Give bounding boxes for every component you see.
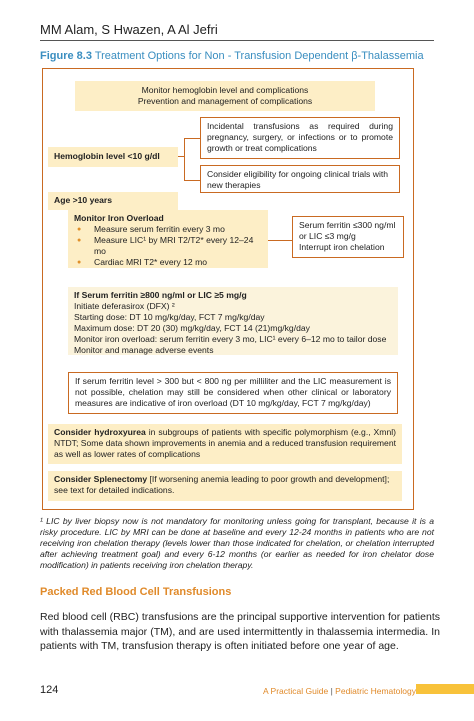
iron-item-ferritin: ● Measure serum ferritin every 3 mo	[74, 224, 262, 235]
splenectomy-bold: Consider Splenectomy	[54, 474, 148, 484]
chelation-line-2: Starting dose: DT 10 mg/kg/day, FCT 7 mg/kg/day	[74, 312, 265, 322]
clinical-trials-box: Consider eligibility for ongoing clinical trials with new therapies	[200, 165, 400, 193]
footer-book: Pediatric Hematology	[335, 686, 416, 696]
header-rule	[40, 40, 434, 41]
hydroxyurea-bold: Consider hydroxyurea	[54, 427, 146, 437]
interrupt-line-3: Interrupt iron chelation	[299, 242, 385, 252]
lic-note-box: If serum ferritin level > 300 but < 800 ng per milliliter and the LIC measurement is not possible, chelation may still be considered when other clinical or laboratory measures are indicative of iron overload (DT 10 mg/kg/day, FCT 7 mg/kg/day)	[68, 372, 398, 414]
incidental-transfusions-box: Incidental transfusions as required during pregnancy, surgery, or infections or to promote growth or treat complications	[200, 117, 400, 159]
iron-overload-list	[74, 224, 262, 268]
chelation-box	[68, 287, 398, 355]
monitor-line-2: Prevention and management of complications	[137, 96, 313, 106]
chelation-line-4: Monitor iron overload: serum ferritin every 3 mo, LIC¹ every 6–12 mo to tailor dose	[74, 334, 387, 344]
footnote: ¹ LIC by liver biopsy now is not mandatory for monitoring unless going for transplant, because it is a risky procedure. LIC by MRI can be done at baseline and every 12-24 months in patients who are not receiving iron chelation therapy (levels lower than those indicated for chelation, or chelation interrupted after achieving treatment goal) and every 6-12 months (or earlier as needed for iron chelator dose modification) in patients receiving iron chelation therapy.	[40, 516, 434, 570]
hemoglobin-level-box: Hemoglobin level <10 g/dl	[48, 147, 178, 167]
interrupt-line-1: Serum ferritin ≤300 ng/ml	[299, 220, 396, 230]
section-title: Packed Red Blood Cell Transfusions	[40, 586, 232, 598]
hb-arrow-up	[184, 138, 200, 139]
figure-title-text: Treatment Options for Non - Transfusion Dependent β-Thalassemia	[94, 50, 424, 62]
iron-item-cardiac: ● Cardiac MRI T2* every 12 mo	[74, 257, 262, 268]
interrupt-connector	[268, 240, 292, 241]
interrupt-chelation-box	[292, 216, 404, 258]
chelation-title: If Serum ferritin ≥800 ng/ml or LIC ≥5 mg/g	[74, 290, 247, 300]
monitor-line-1: Monitor hemoglobin level and complications	[141, 85, 309, 95]
header-authors: MM Alam, S Hwazen, A Al Jefri	[40, 22, 218, 37]
splenectomy-text: [If worsening anemia leading to poor growth and development]; see text for detailed indications.	[54, 474, 390, 495]
age-box: Age >10 years	[48, 192, 178, 210]
section-body: Red blood cell (RBC) transfusions are the principal supportive intervention for patients with thalassemia major (TM), and are used intermittently in thalassemia intermedia. In patients with TM, transfusion therapy is often initiated before one year of age.	[40, 611, 440, 652]
chelation-line-1: Initiate deferasirox (DFX) ²	[74, 301, 175, 311]
figure-label: Figure 8.3	[40, 50, 92, 62]
splenectomy-box	[48, 471, 402, 501]
monitor-complications-box	[75, 81, 375, 111]
footer-guide: A Practical Guide	[263, 686, 329, 696]
hydroxyurea-text: in subgroups of patients with specific polymorphism (e.g., Xmnl) NTDT; Some data shown improvements in anemia and a reduced transfusion requirement as well as lower rates of complications	[54, 427, 396, 459]
chelation-line-5: Monitor and manage adverse events	[74, 345, 214, 355]
hb-arrow-down	[184, 180, 200, 181]
page-number: 124	[40, 684, 59, 696]
footer-accent-bar	[416, 684, 474, 694]
hb-branch-line	[184, 138, 185, 180]
figure-title	[40, 50, 440, 62]
footer-separator: |	[330, 686, 333, 696]
iron-overload-title: Monitor Iron Overload	[74, 213, 164, 223]
chelation-line-3: Maximum dose: DT 20 (30) mg/kg/day, FCT 14 (21)mg/kg/day	[74, 323, 310, 333]
iron-item-lic: ● Measure LIC¹ by MRI T2/T2* every 12–24 mo	[74, 235, 262, 257]
iron-overload-box	[68, 210, 268, 268]
footer-book-title	[263, 686, 416, 696]
interrupt-line-2: or LIC ≤3 mg/g	[299, 231, 356, 241]
hydroxyurea-box	[48, 424, 402, 464]
